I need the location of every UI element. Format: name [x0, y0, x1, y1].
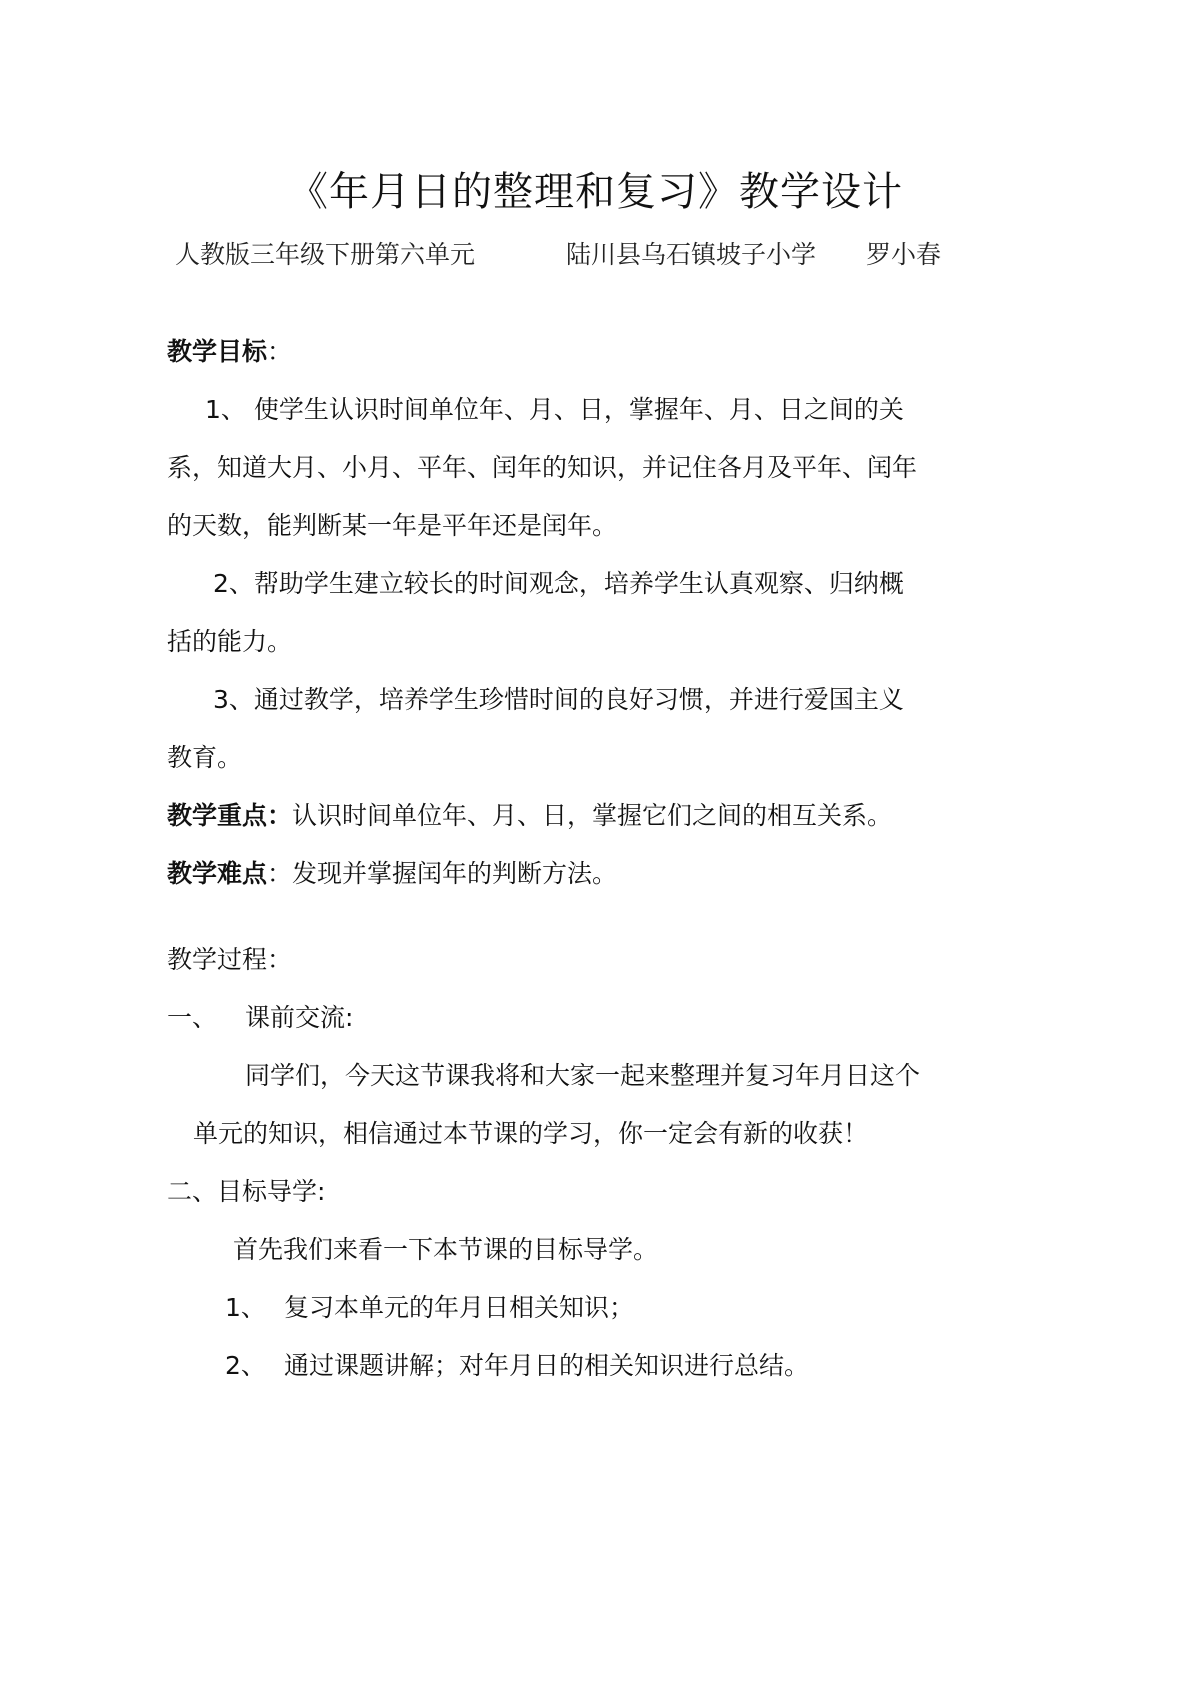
objective-2-line-2: 括的能力。 — [167, 627, 293, 656]
key-point-heading: 教学重点： — [167, 801, 293, 830]
objectives-heading-line — [167, 334, 292, 370]
process-heading: 教学过程： — [167, 945, 293, 974]
objective-1-line-3: 的天数，能判断某一年是平年还是闰年。 — [167, 511, 618, 540]
section-2-item-2-number: 2、 — [225, 1351, 266, 1380]
objective-1-line-2: 系，知道大月、小月、平年、闰年的知识，并记住各月及平年、闰年 — [167, 453, 918, 482]
subtitle-school: 陆川县乌石镇坡子小学 — [566, 240, 817, 269]
objective-3-line-2: 教育。 — [167, 743, 243, 772]
difficulty-heading: 教学难点 — [167, 859, 268, 888]
section-2-item-1-number: 1、 — [225, 1293, 266, 1322]
document-title: 《年月日的整理和复习》教学设计 — [288, 169, 903, 215]
objective-1-line-1: 1、 使学生认识时间单位年、月、日，掌握年、月、日之间的关 — [205, 395, 904, 424]
difficulty-text: ：发现并掌握闰年的判断方法。 — [267, 859, 618, 888]
key-point-line — [167, 798, 892, 834]
objective-3-line-1: 3、通过教学，培养学生珍惜时间的良好习惯，并进行爱国主义 — [213, 685, 904, 714]
section-1-line-1: 同学们，今天这节课我将和大家一起来整理并复习年月日这个 — [245, 1061, 921, 1090]
section-1-number: 一、 — [167, 1003, 218, 1032]
objectives-heading: 教学目标 — [167, 337, 268, 366]
difficulty-line — [167, 856, 617, 892]
section-1-line-2: 单元的知识，相信通过本节课的学习，你一定会有新的收获！ — [193, 1119, 869, 1148]
objectives-colon: ： — [267, 337, 293, 366]
section-2-title: 二、目标导学: — [167, 1177, 326, 1206]
section-1-title: 课前交流: — [245, 1003, 354, 1032]
subtitle-author: 罗小春 — [866, 240, 942, 269]
key-point-text: 认识时间单位年、月、日，掌握它们之间的相互关系。 — [292, 801, 893, 830]
objective-2-line-1: 2、帮助学生建立较长的时间观念，培养学生认真观察、归纳概 — [213, 569, 904, 598]
section-2-intro: 首先我们来看一下本节课的目标导学。 — [233, 1235, 659, 1264]
subtitle-textbook: 人教版三年级下册第六单元 — [175, 240, 476, 269]
section-2-item-2-text: 通过课题讲解；对年月日的相关知识进行总结。 — [284, 1351, 810, 1380]
section-2-item-1-text: 复习本单元的年月日相关知识； — [284, 1293, 635, 1322]
